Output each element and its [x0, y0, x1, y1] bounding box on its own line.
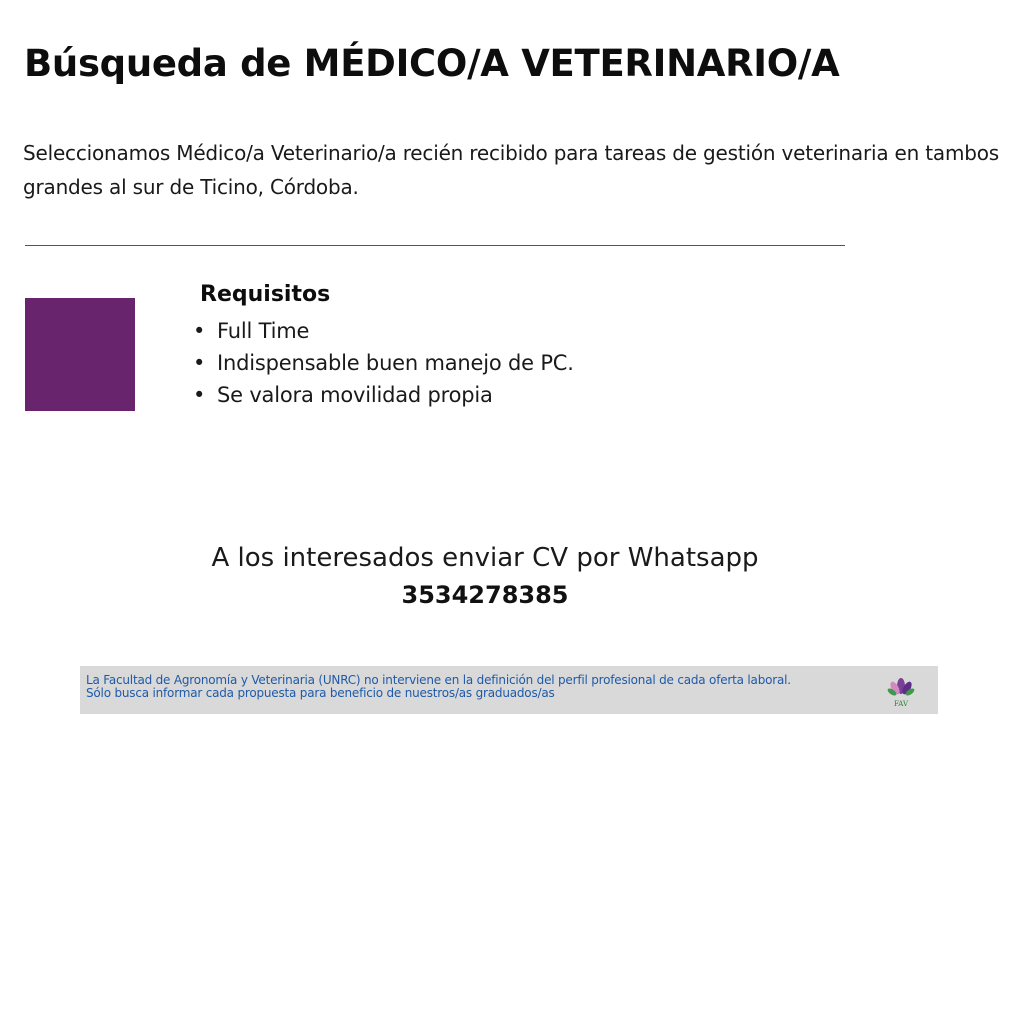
fav-logo-icon [886, 672, 916, 708]
requirement-text: Indispensable buen manejo de PC. [217, 351, 574, 375]
bullet-icon: • [193, 383, 206, 407]
accent-square [25, 298, 135, 411]
requirements-list [193, 315, 574, 411]
disclaimer-banner [80, 666, 938, 714]
requirement-text: Full Time [217, 319, 310, 343]
intro-paragraph: Seleccionamos Médico/a Veterinario/a recién recibido para tareas de gestión veterinaria en tambos grandes al sur de Ticino, Córdoba. [23, 141, 1000, 199]
requirements-heading: Requisitos [200, 282, 331, 307]
bullet-icon: • [193, 319, 206, 343]
bullet-icon: • [193, 351, 206, 375]
section-divider [25, 245, 845, 246]
requirement-item [193, 379, 574, 411]
logo-text: FAV [893, 700, 909, 708]
contact-text: A los interesados enviar CV por Whatsapp [211, 543, 759, 573]
contact-block [0, 540, 970, 614]
disclaimer-text [86, 674, 791, 700]
disclaimer-line-2: Sólo busca informar cada propuesta para beneficio de nuestros/as graduados/as [86, 686, 555, 700]
disclaimer-line-1: La Facultad de Agronomía y Veterinaria (UNRC) no interviene en la definición del perfil profesional de cada oferta laboral. [86, 673, 791, 687]
requirement-text: Se valora movilidad propia [217, 383, 493, 407]
requirement-item [193, 347, 574, 379]
page-title: Búsqueda de MÉDICO/A VETERINARIO/A [24, 42, 840, 85]
contact-phone: 3534278385 [401, 581, 569, 609]
requirement-item [193, 315, 574, 347]
